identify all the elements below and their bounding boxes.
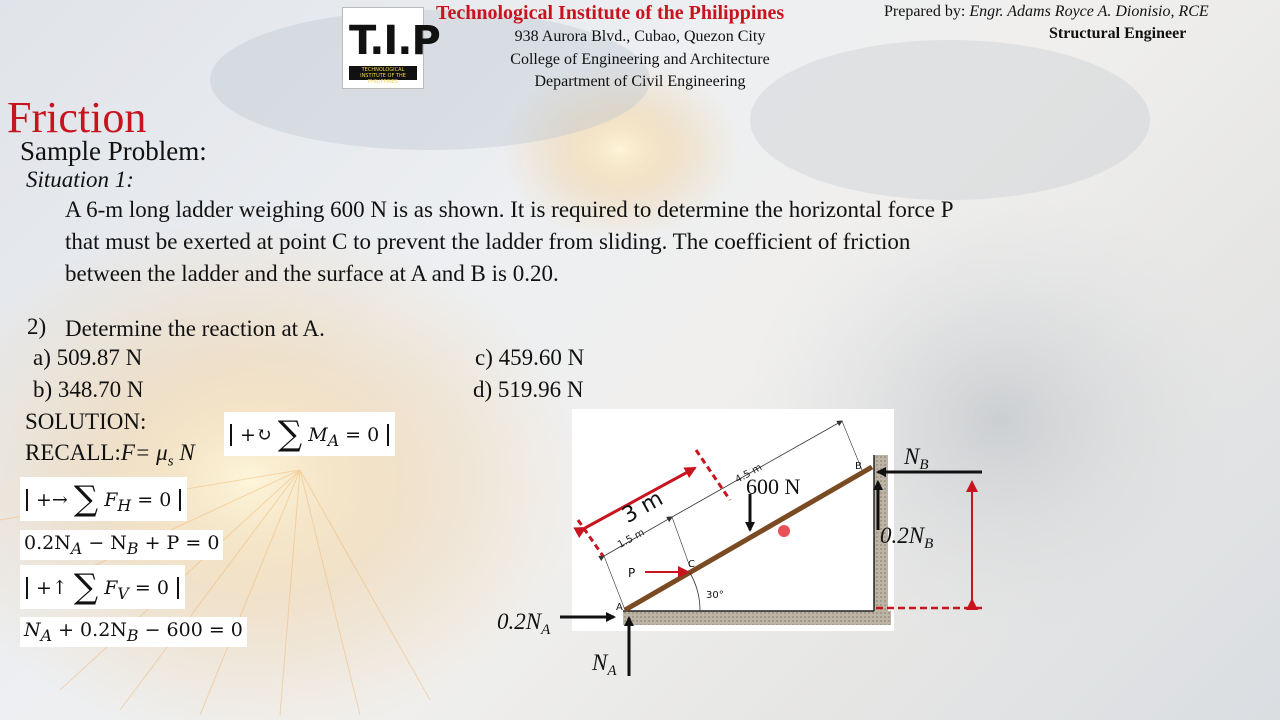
label-fric-b: $0.2N_B$ [880,523,934,552]
fv-exp-3: − 600 = 0 [138,619,243,641]
moment-rhs: = 0 [345,424,380,446]
author-name: Engr. Adams Royce A. Dionisio, RCE [969,3,1209,20]
choice-d: d) 519.96 N [473,377,584,402]
fh-exp-1: 0.2N [24,532,71,554]
choice-a: a) 509.87 N [33,345,143,370]
fv-prefix: +↑ [36,577,68,599]
fv-sub: V [117,583,129,603]
fh-rhs: = 0 [137,489,172,511]
fh-sub: H [117,495,132,515]
fh-prefix: +→ [36,489,68,511]
logo-mark: T.I.P [349,18,440,64]
fv-exp-2: + 0.2N [52,619,127,641]
slide-subtitle: Sample Problem: [20,136,207,166]
moment-M: M [308,424,328,446]
fv-exp-sub1: A [40,625,53,645]
label-c: C [688,559,695,570]
label-fric-a: $0.2N_A$ [497,609,551,638]
author-role: Structural Engineer [1049,25,1187,42]
moment-prefix: +↻ [240,424,272,446]
situation-label: Situation 1: [26,167,134,192]
institution-address: 938 Aurora Blvd., Cubao, Quezon City [514,28,766,45]
recall-label: RECALL: [25,440,121,465]
horizontal-sum-equation: +→ ∑ $F_H = 0$ [20,477,187,521]
fh-F: F [104,489,118,511]
problem-statement: A 6-m long ladder weighing 600 N is as shown. It is required to determine the horizontal force P that must be exerted at point C to prevent the ladder from sliding. The coefficient of friction between the ladder and the surface at A and B is 0.20. [65,197,953,286]
moment-sub: A [327,430,340,450]
label-a: A [616,602,623,613]
logo-subtext: TECHNOLOGICAL INSTITUTE OF THE PHILIPPINES [360,67,406,85]
vertical-sum-equation: +↑ ∑ $F_V = 0$ [20,565,185,609]
label-4-5m: 4.5 m [733,462,765,486]
ground-surface [623,611,891,625]
college-name: College of Engineering and Architecture [510,51,770,68]
label-3m: 3 m [618,486,668,529]
label-angle: 30° [706,590,724,601]
question-text: Determine the reaction at A. [65,316,325,341]
fh-exp-sub1: A [70,538,83,558]
fh-exp-sub2: B [126,538,139,558]
fv-F: F [104,577,118,599]
moment-equation: +↻ ∑ $M_A = 0$ [224,412,395,456]
institution-name: Technological Institute of the Philippines [436,2,785,24]
label-p: P [628,566,636,580]
question-number: 2) [27,314,47,339]
angle-arc [690,573,700,611]
solution-label: SOLUTION: [25,409,147,434]
red-dash-mid [696,450,730,500]
label-600n: 600 N [746,474,801,499]
label-1-5m: 1.5 m [616,527,647,551]
prepared-by-label: Prepared by: [884,3,966,20]
fv-exp-1: N [24,619,41,641]
fh-exp-3: + P = 0 [138,532,220,554]
laser-pointer [778,525,790,537]
department-name: Department of Civil Engineering [534,73,746,90]
recall-mu: = μ [134,440,168,465]
recall-N: N [179,440,195,465]
choice-c: c) 459.60 N [475,345,585,370]
label-b: B [855,461,862,472]
label-na: $N_A$ [592,650,617,679]
fh-exp-2: − N [82,532,127,554]
fv-rhs: = 0 [134,577,169,599]
label-nb: $N_B$ [904,444,929,473]
recall-mu-sub: s [167,453,174,470]
fv-exp-sub2: B [126,625,139,645]
choice-b: b) 348.70 N [33,377,144,402]
slide-title: Friction [7,93,147,142]
recall-F: F [120,440,135,465]
